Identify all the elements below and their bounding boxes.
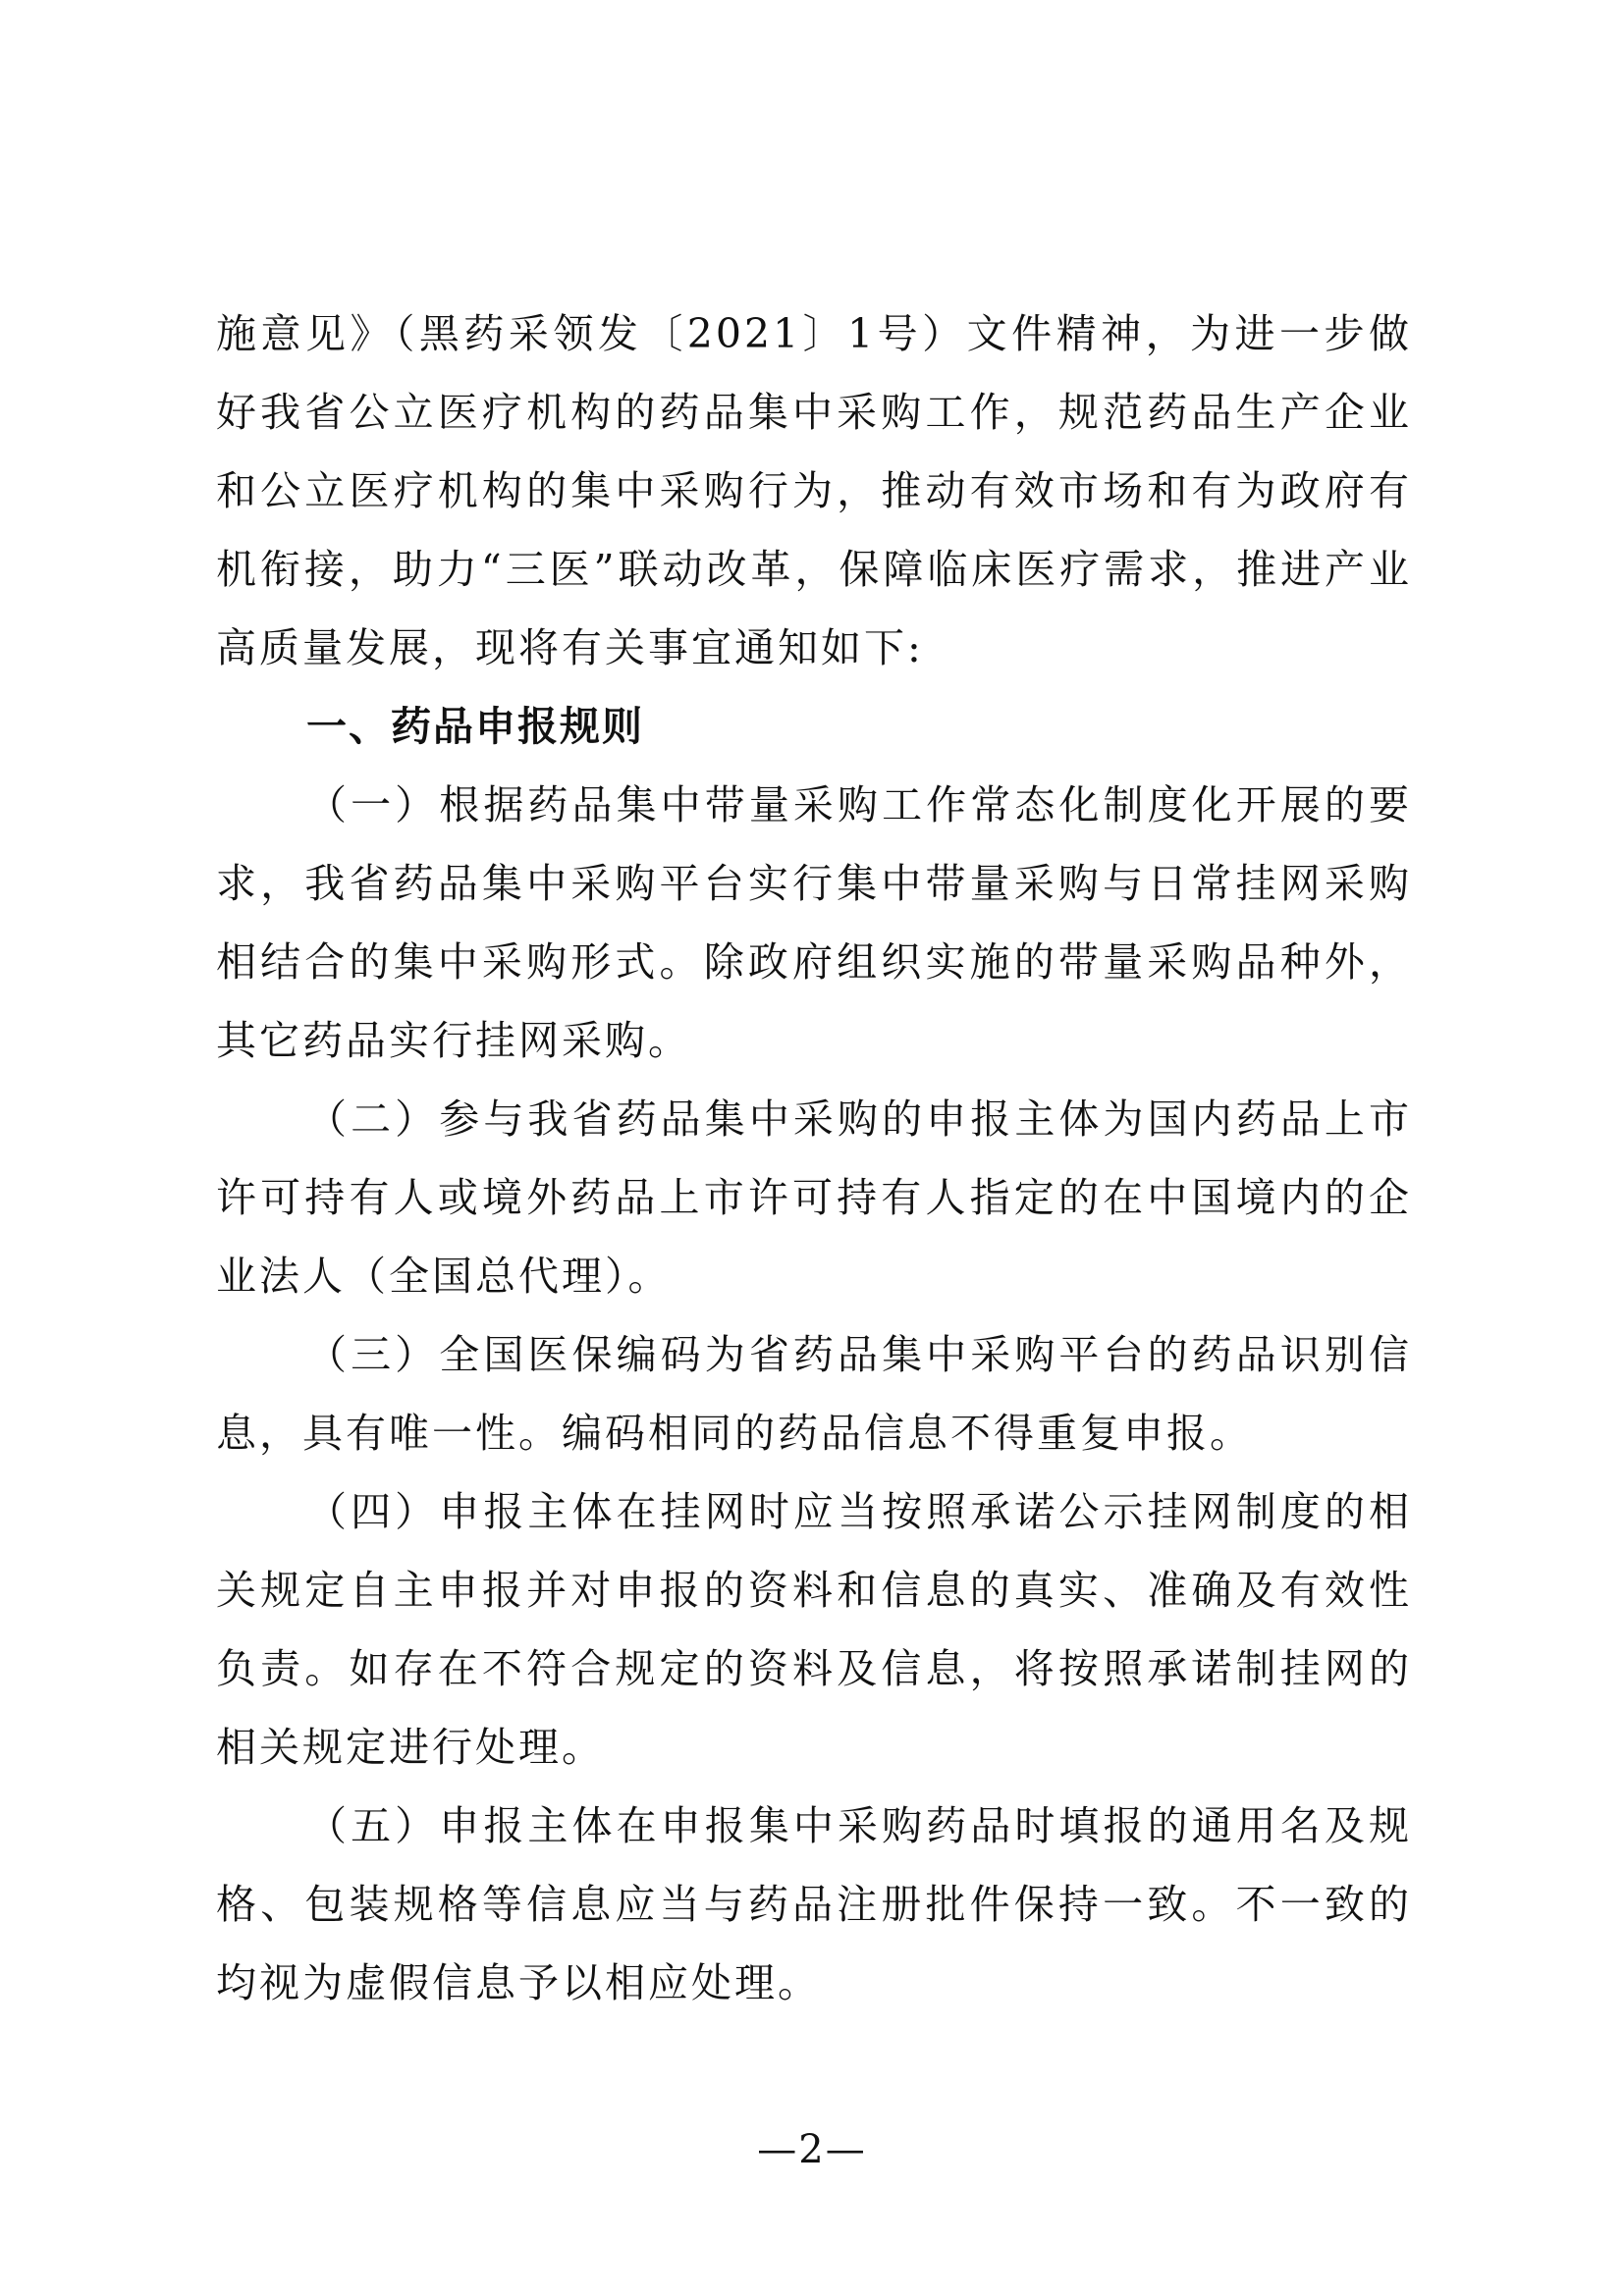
page-number: —2— [757, 2127, 867, 2172]
paragraph-item-1: （一）根据药品集中带量采购工作常态化制度化开展的要求，我省药品集中采购平台实行集中带量采购与日常挂网采购相结合的集中采购形式。除政府组织实施的带量采购品种外，其它药品实行挂网采购。 [216, 781, 1412, 1064]
paragraph-item-3: （三）全国医保编码为省药品集中采购平台的药品识别信息，具有唯一性。编码相同的药品信息不得重复申报。 [216, 1331, 1412, 1457]
section-heading-drug-declaration-rules: 一、药品申报规则 [306, 703, 644, 750]
paragraph-intro: 施意见》（黑药采领发〔2021〕1号）文件精神，为进一步做好我省公立医疗机构的药品集中采购工作，规范药品生产企业和公立医疗机构的集中采购行为，推动有效市场和有为政府有机衔接，助力“三医”联动改革，保障临床医疗需求，推进产业高质量发展，现将有关事宜通知如下: [216, 310, 1412, 671]
paragraph-item-2: （二）参与我省药品集中采购的申报主体为国内药品上市许可持有人或境外药品上市许可持有人指定的在中国境内的企业法人（全国总代理）。 [216, 1095, 1412, 1300]
paragraph-item-4: （四）申报主体在挂网时应当按照承诺公示挂网制度的相关规定自主申报并对申报的资料和信息的真实、准确及有效性负责。如存在不符合规定的资料及信息，将按照承诺制挂网的相关规定进行处理。 [216, 1488, 1412, 1771]
paragraph-item-5: （五）申报主体在申报集中采购药品时填报的通用名及规格、包装规格等信息应当与药品注册批件保持一致。不一致的均视为虚假信息予以相应处理。 [216, 1802, 1412, 2006]
document-body [216, 294, 1412, 2022]
